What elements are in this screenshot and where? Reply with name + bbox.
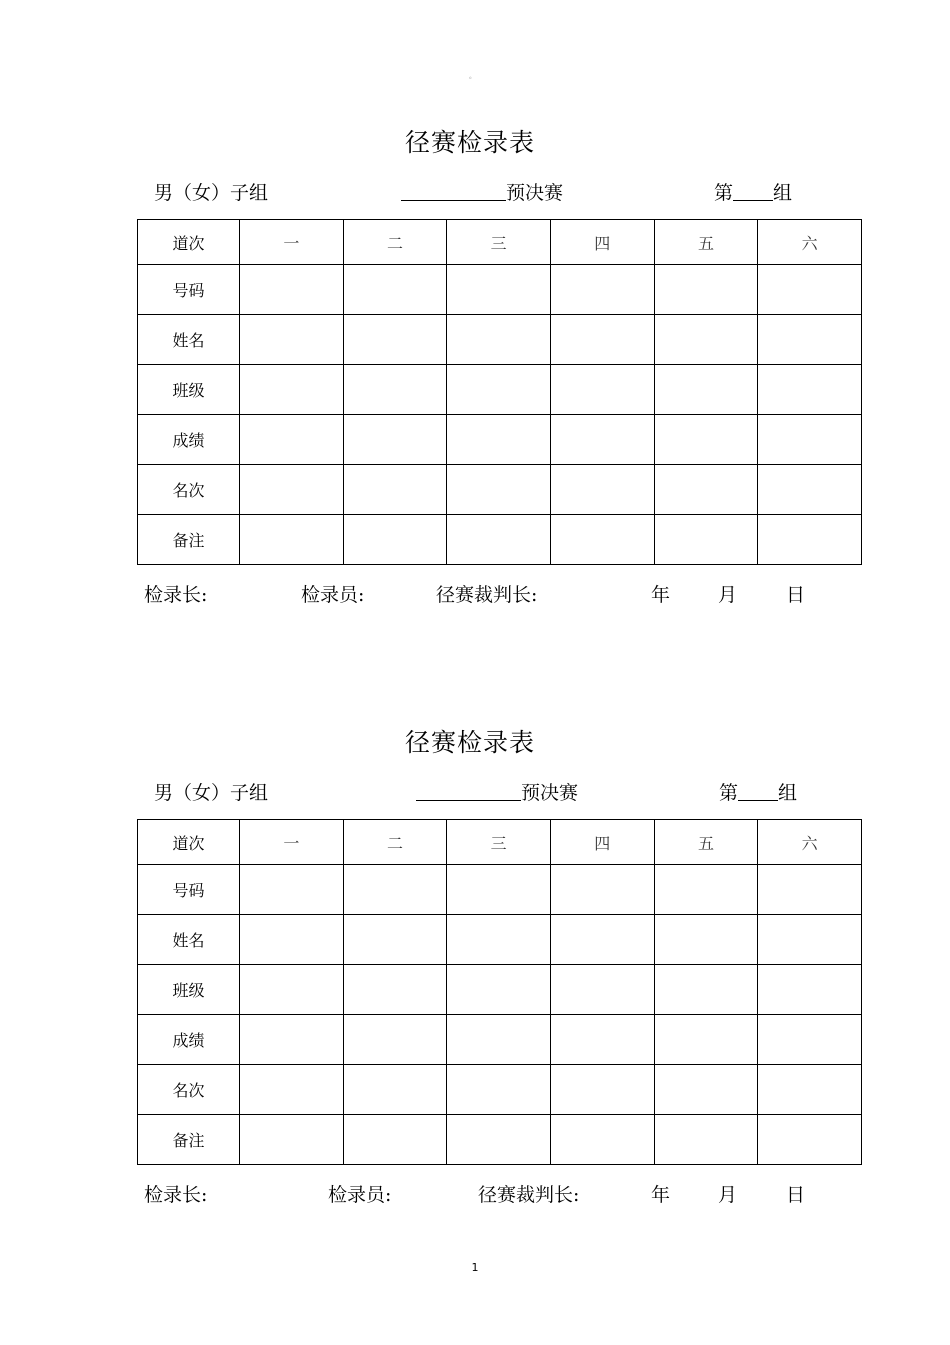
round-label: 预决赛: [506, 182, 564, 204]
entry-cell[interactable]: [240, 1115, 344, 1165]
lane-header-cell: 道次: [138, 220, 240, 265]
track-checkin-form-1: [0, 118, 950, 638]
table-row: [138, 515, 862, 565]
lane-cell: 三: [447, 220, 551, 265]
entry-cell[interactable]: [447, 1015, 551, 1065]
entry-cell[interactable]: [654, 315, 758, 365]
entry-cell[interactable]: [758, 865, 862, 915]
entry-cell[interactable]: [550, 1065, 654, 1115]
row-label: 班级: [138, 965, 240, 1015]
header-mark: 。: [469, 72, 476, 80]
row-label: 姓名: [138, 915, 240, 965]
year-label: 年: [651, 1184, 671, 1206]
heat-suffix: 组: [773, 182, 793, 204]
table-row: [138, 1015, 862, 1065]
marshal-label: 检录员:: [328, 1184, 392, 1206]
entry-cell[interactable]: [447, 365, 551, 415]
track-referee-label: 径赛裁判长:: [478, 1184, 580, 1206]
entry-cell[interactable]: [758, 365, 862, 415]
entry-cell[interactable]: [343, 365, 447, 415]
entry-cell[interactable]: [447, 515, 551, 565]
entry-cell[interactable]: [447, 1115, 551, 1165]
table-row: [138, 465, 862, 515]
table-row: [138, 1065, 862, 1115]
entry-cell[interactable]: [240, 865, 344, 915]
entry-cell[interactable]: [240, 965, 344, 1015]
entry-cell[interactable]: [343, 865, 447, 915]
entry-cell[interactable]: [343, 1115, 447, 1165]
row-label: 成绩: [138, 1015, 240, 1065]
lane-header-row: [138, 820, 862, 865]
year-label: 年: [651, 584, 671, 606]
entry-cell[interactable]: [758, 315, 862, 365]
round-blank[interactable]: [401, 183, 506, 201]
row-label: 成绩: [138, 415, 240, 465]
row-label: 班级: [138, 365, 240, 415]
entry-cell[interactable]: [654, 1065, 758, 1115]
entry-cell[interactable]: [654, 865, 758, 915]
track-referee-label: 径赛裁判长:: [436, 584, 538, 606]
lane-cell: 二: [343, 220, 447, 265]
lane-header-row: [138, 220, 862, 265]
entry-cell[interactable]: [343, 315, 447, 365]
entry-cell[interactable]: [654, 965, 758, 1015]
lane-cell: 五: [654, 220, 758, 265]
entry-cell[interactable]: [758, 1015, 862, 1065]
checkin-table: [137, 819, 862, 1165]
entry-cell[interactable]: [654, 265, 758, 315]
chief-marshal-label: 检录长:: [144, 584, 208, 606]
entry-cell[interactable]: [240, 415, 344, 465]
table-row: [138, 1115, 862, 1165]
entry-cell[interactable]: [654, 915, 758, 965]
table-row: [138, 315, 862, 365]
lane-cell: 一: [240, 220, 344, 265]
entry-cell[interactable]: [758, 1115, 862, 1165]
month-label: 月: [718, 1184, 738, 1206]
entry-cell[interactable]: [343, 1015, 447, 1065]
entry-cell[interactable]: [240, 915, 344, 965]
entry-cell[interactable]: [758, 915, 862, 965]
heat-suffix: 组: [778, 782, 798, 804]
row-label: 名次: [138, 465, 240, 515]
lane-cell: 六: [758, 820, 862, 865]
entry-cell[interactable]: [343, 265, 447, 315]
entry-cell[interactable]: [240, 465, 344, 515]
lane-cell: 五: [654, 820, 758, 865]
entry-cell[interactable]: [758, 1065, 862, 1115]
entry-cell[interactable]: [758, 515, 862, 565]
row-label: 姓名: [138, 315, 240, 365]
round-field: [416, 778, 578, 805]
entry-cell[interactable]: [550, 1115, 654, 1165]
row-label: 备注: [138, 515, 240, 565]
entry-cell[interactable]: [758, 415, 862, 465]
table-row: [138, 415, 862, 465]
entry-cell[interactable]: [343, 915, 447, 965]
entry-cell[interactable]: [550, 965, 654, 1015]
entry-cell[interactable]: [240, 1015, 344, 1065]
table-row: [138, 265, 862, 315]
heat-prefix: 第: [719, 782, 739, 804]
entry-cell[interactable]: [343, 415, 447, 465]
entry-cell[interactable]: [550, 315, 654, 365]
marshal-label: 检录员:: [301, 584, 365, 606]
table-row: [138, 865, 862, 915]
lane-cell: 一: [240, 820, 344, 865]
entry-cell[interactable]: [240, 265, 344, 315]
entry-cell[interactable]: [550, 265, 654, 315]
entry-cell[interactable]: [447, 1065, 551, 1115]
heat-prefix: 第: [714, 182, 734, 204]
entry-cell[interactable]: [447, 465, 551, 515]
entry-cell[interactable]: [550, 1015, 654, 1065]
row-label: 号码: [138, 265, 240, 315]
row-label: 号码: [138, 865, 240, 915]
entry-cell[interactable]: [654, 1115, 758, 1165]
form-title: 径赛检录表: [404, 728, 535, 757]
entry-cell[interactable]: [758, 265, 862, 315]
heat-field: [719, 778, 797, 805]
entry-cell[interactable]: [654, 1015, 758, 1065]
entry-cell[interactable]: [550, 515, 654, 565]
entry-cell[interactable]: [343, 515, 447, 565]
entry-cell[interactable]: [550, 865, 654, 915]
entry-cell[interactable]: [758, 965, 862, 1015]
entry-cell[interactable]: [343, 965, 447, 1015]
entry-cell[interactable]: [240, 515, 344, 565]
lane-cell: 四: [550, 820, 654, 865]
table-row: [138, 365, 862, 415]
chief-marshal-label: 检录长:: [144, 1184, 208, 1206]
entry-cell[interactable]: [240, 1065, 344, 1115]
group-label: 男（女）子组: [154, 182, 269, 204]
row-label: 备注: [138, 1115, 240, 1165]
entry-cell[interactable]: [654, 515, 758, 565]
entry-cell[interactable]: [447, 415, 551, 465]
page-number: 1: [471, 1261, 479, 1274]
table-row: [138, 965, 862, 1015]
round-blank[interactable]: [416, 783, 521, 801]
form-title: 径赛检录表: [404, 128, 535, 157]
entry-cell[interactable]: [240, 315, 344, 365]
entry-cell[interactable]: [654, 465, 758, 515]
entry-cell[interactable]: [654, 415, 758, 465]
lane-cell: 四: [550, 220, 654, 265]
entry-cell[interactable]: [550, 915, 654, 965]
group-label: 男（女）子组: [154, 782, 269, 804]
entry-cell[interactable]: [447, 315, 551, 365]
heat-field: [714, 178, 792, 205]
entry-cell[interactable]: [447, 965, 551, 1015]
entry-cell[interactable]: [447, 265, 551, 315]
entry-cell[interactable]: [550, 465, 654, 515]
track-checkin-form-2: [0, 718, 950, 1238]
entry-cell[interactable]: [343, 1065, 447, 1115]
round-field: [401, 178, 563, 205]
round-label: 预决赛: [521, 782, 579, 804]
lane-cell: 三: [447, 820, 551, 865]
entry-cell[interactable]: [654, 365, 758, 415]
entry-cell[interactable]: [240, 365, 344, 415]
day-label: 日: [786, 1184, 806, 1206]
month-label: 月: [718, 584, 738, 606]
entry-cell[interactable]: [447, 865, 551, 915]
entry-cell[interactable]: [343, 465, 447, 515]
entry-cell[interactable]: [550, 365, 654, 415]
lane-cell: 六: [758, 220, 862, 265]
entry-cell[interactable]: [758, 465, 862, 515]
heat-blank[interactable]: [738, 783, 778, 801]
day-label: 日: [786, 584, 806, 606]
table-row: [138, 915, 862, 965]
entry-cell[interactable]: [447, 915, 551, 965]
lane-header-cell: 道次: [138, 820, 240, 865]
entry-cell[interactable]: [550, 415, 654, 465]
heat-blank[interactable]: [733, 183, 773, 201]
lane-cell: 二: [343, 820, 447, 865]
checkin-table: [137, 219, 862, 565]
row-label: 名次: [138, 1065, 240, 1115]
